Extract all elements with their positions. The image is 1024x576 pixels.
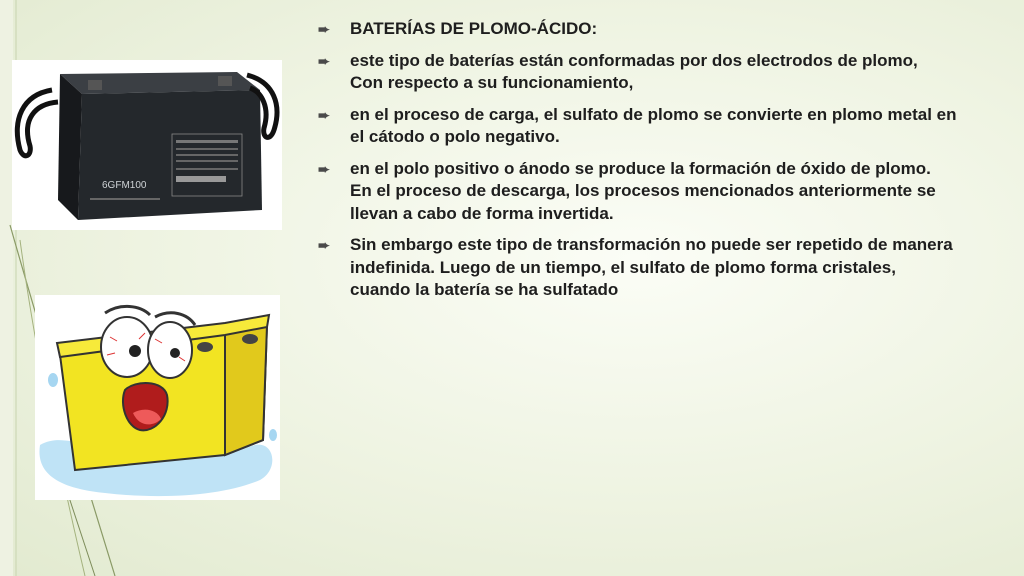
- bullet-text: Con respecto a su funcionamiento,: [350, 73, 634, 92]
- bullet-text: en el polo positivo o ánodo se produce la formación de óxido de plomo.: [350, 158, 931, 178]
- bullet-text: BATERÍAS DE PLOMO-ÁCIDO:: [350, 19, 598, 38]
- bullet-arrow-icon: ➨: [318, 106, 330, 123]
- battery-photo: [12, 60, 282, 230]
- bullet-text: en el proceso de carga, el sulfato de plomo se convierte en plomo metal en el cátodo o polo negativo.: [350, 104, 957, 146]
- bullet-item: [318, 50, 958, 95]
- bullet-arrow-icon: ➨: [318, 160, 330, 177]
- bullet-item: [318, 104, 958, 149]
- bullet-arrow-icon: ➨: [318, 237, 330, 253]
- bullet-arrow-icon: ➨: [318, 52, 330, 69]
- bullet-text: En el proceso de descarga, los procesos mencionados anteriormente se llevan a cabo de forma invertida.: [350, 181, 936, 223]
- bullet-text: Sin embargo este tipo de transformación no puede ser repetido de manera indefinida. Luego de un tiempo, el sulfato de plomo forma cristales, cuando la batería se ha sulfatado: [350, 235, 953, 299]
- battery-model-label: 6GFM100: [102, 180, 147, 191]
- bullet-text: este tipo de baterías están conformadas por dos electrodos de plomo,: [350, 50, 918, 70]
- bullet-item: [318, 18, 958, 41]
- bullet-item: [318, 234, 958, 302]
- bullet-item: [318, 158, 958, 226]
- bullet-arrow-icon: ➨: [318, 21, 330, 37]
- cartoon-battery-image: [35, 295, 280, 500]
- bullet-list: [318, 18, 958, 311]
